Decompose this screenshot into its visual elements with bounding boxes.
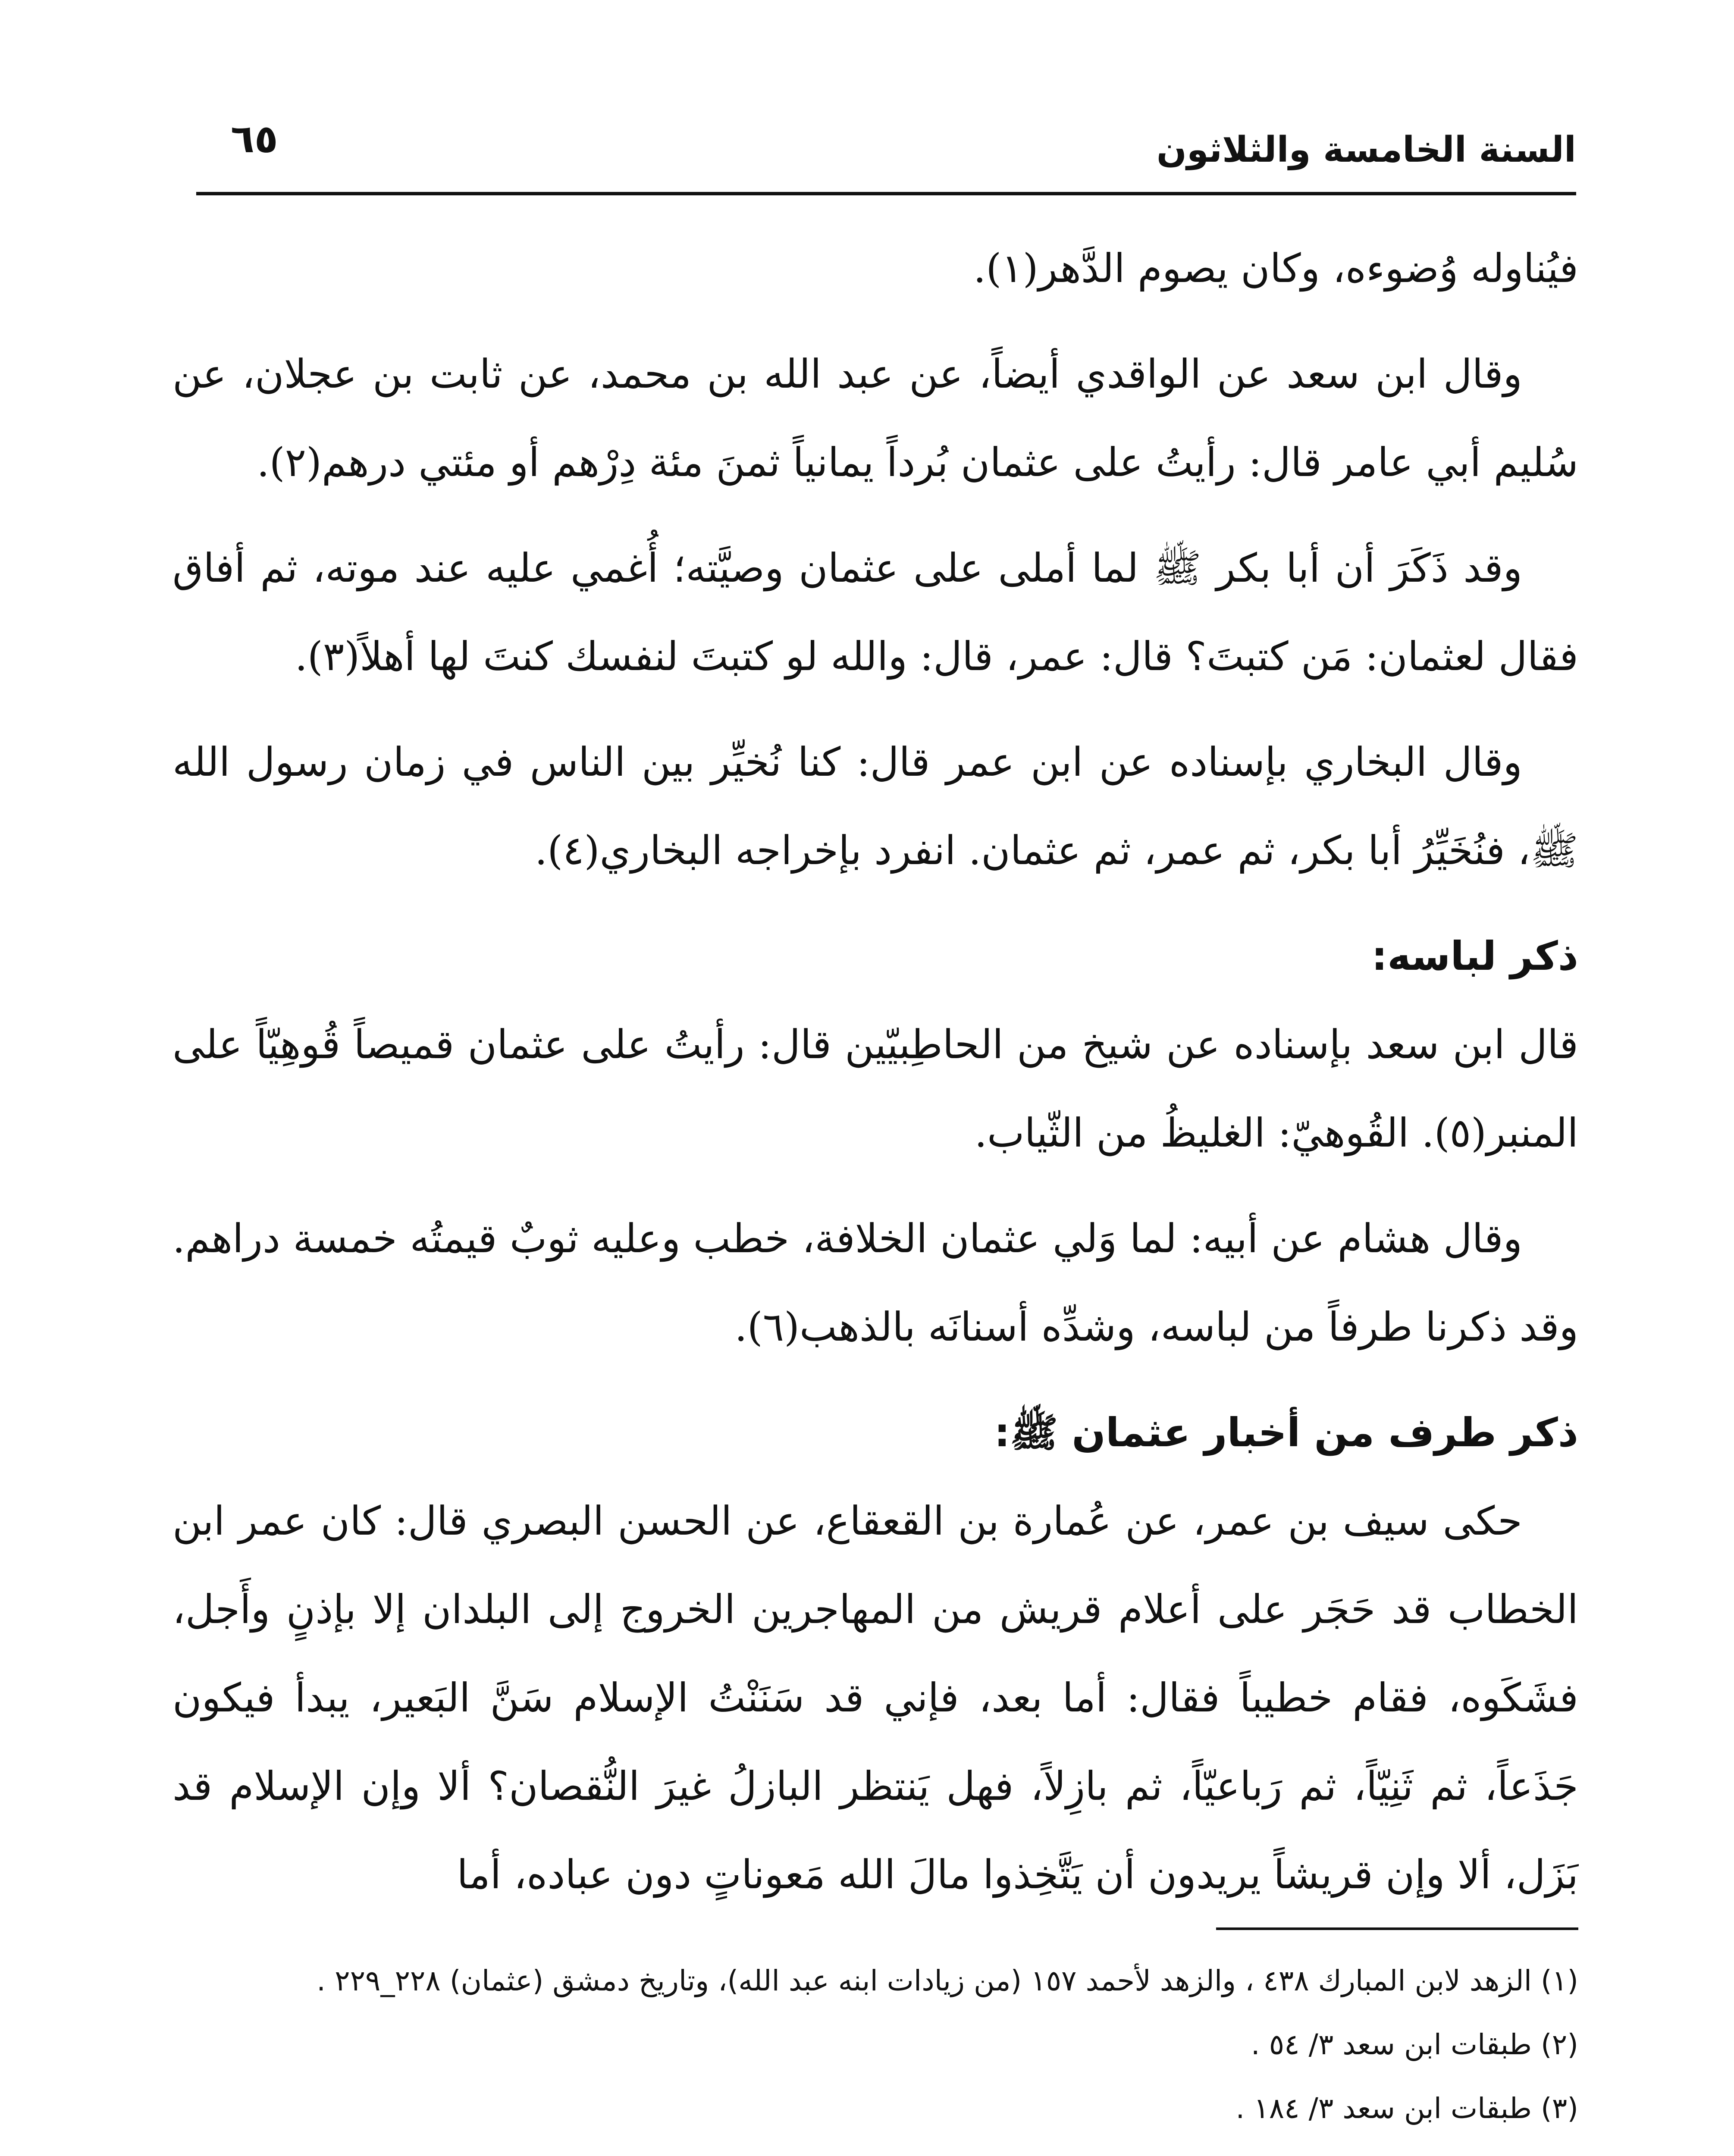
paragraph: وقال ابن سعد عن الواقدي أيضاً، عن عبد الله بن محمد، عن ثابت بن عجلان، عن سُليم أبي عامر قال: رأيتُ على عثمان بُرداً يمانياً ثمنَ مئة دِرْهم أو مئتي درهم(٢).	[172, 351, 1578, 486]
paragraph: حكى سيف بن عمر، عن عُمارة بن القعقاع، عن الحسن البصري قال: كان عمر ابن الخطاب قد حَجَر على أعلام قريش من المهاجرين الخروج إلى البلدان إلا بإذنٍ وأَجل، فشَكَوه، فقام خطيباً فقال: أما بعد، فإني قد سَنَنْتُ الإسلام سَنَّ البَعير، يبدأ فيكون جَذَعاً، ثم ثَنِيّاً، ثم رَباعيّاً، ثم بازِلاً، فهل يَنتظر البازلُ غيرَ النُّقصان؟ ألا وإن الإسلام قد بَزَل، ألا وإن قريشاً يريدون أن يَتَّخِذوا مالَ الله مَعوناتٍ دون عباده، أما	[172, 1498, 1578, 1898]
section-heading: ذكر طرف من أخبار عثمان ﷺ:	[994, 1410, 1578, 1456]
paragraph: فيُناوله وُضوءه، وكان يصوم الدَّهر(١).	[973, 245, 1578, 291]
footnote: (٣) طبقات ابن سعد ٣/ ١٨٤ .	[1235, 2092, 1578, 2125]
paragraph: وقال هشام عن أبيه: لما وَلي عثمان الخلافة، خطب وعليه ثوبٌ قيمتُه خمسة دراهم. وقد ذكرنا طرفاً من لباسه، وشدِّه أسنانَه بالذهب(٦).	[172, 1216, 1578, 1350]
paragraph: وقد ذَكَرَ أن أبا بكر ﷺ لما أملى على عثمان وصيَّته؛ أُغمي عليه عند موته، ثم أفاق فقال لعثمان: مَن كتبتَ؟ قال: عمر، قال: والله لو كتبتَ لنفسك كنتَ لها أهلاً(٣).	[172, 545, 1578, 680]
footnote-separator	[1216, 1927, 1578, 1930]
page-number: ٦٥	[231, 116, 278, 162]
footnote	[172, 2140, 1578, 2156]
main-text	[172, 224, 1578, 1936]
footnote: (١) الزهد لابن المبارك ٤٣٨ ، والزهد لأحمد ١٥٧ (من زيادات ابنه عبد الله)، وتاريخ دمشق (عثمان) ٢٢٨_٢٢٩ .	[317, 1964, 1578, 1997]
paragraph: وقال البخاري بإسناده عن ابن عمر قال: كنا نُخيِّر بين الناس في زمان رسول الله ﷺ، فنُخَيِّرُ أبا بكر، ثم عمر، ثم عثمان. انفرد بإخراجه البخاري(٤).	[172, 739, 1578, 874]
header-rule	[196, 192, 1576, 195]
footnotes	[172, 1949, 1578, 2156]
page-header	[196, 99, 1576, 185]
running-title: السنة الخامسة والثلاثون	[1156, 129, 1576, 170]
paragraph: قال ابن سعد بإسناده عن شيخ من الحاطِبيّين قال: رأيتُ على عثمان قميصاً قُوهِيّاً على المنبر(٥). القُوهيّ: الغليظُ من الثّياب.	[172, 1022, 1579, 1156]
footnote: (٢) طبقات ابن سعد ٣/ ٥٤ .	[1251, 2028, 1578, 2061]
section-heading: ذكر لباسه:	[1371, 933, 1578, 979]
